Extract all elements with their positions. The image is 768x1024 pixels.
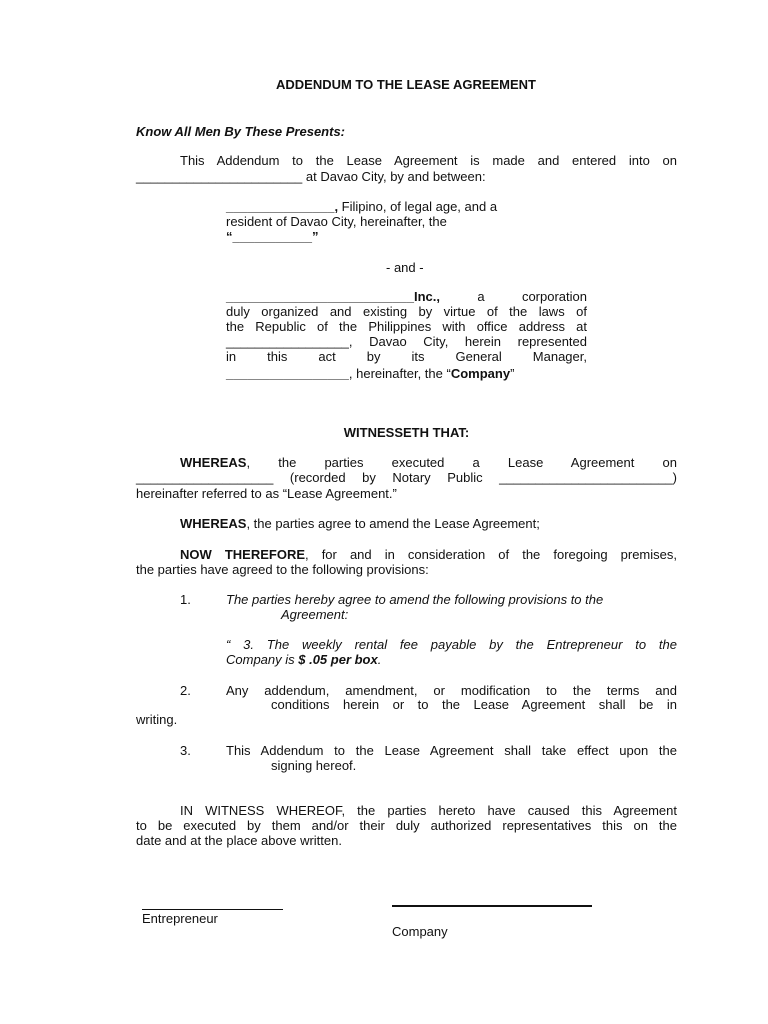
whereas1-line-1: WHEREAS, the parties executed a Lease Agreement on [180,455,677,470]
whereas1-line-2: ___________________ (recorded by Notary Public ________________________) [136,470,677,485]
company-label: Company [392,924,448,939]
item-3-number: 3. [180,743,191,758]
party2-line-3: the Republic of the Philippines with office address at [226,319,587,334]
entrepreneur-signature-line [142,908,283,910]
item-1-number: 1. [180,592,191,607]
date-blank: _______________________ [136,169,303,184]
item-3-line-2: signing hereof. [271,758,357,773]
document-title: ADDENDUM TO THE LEASE AGREEMENT [275,77,536,92]
whereas2-line: WHEREAS, the parties agree to amend the Lease Agreement; [180,516,540,531]
quote-line-1: “ 3. The weekly rental fee payable by the Entrepreneur to the [226,637,677,652]
item-1-line-2: Agreement: [281,607,349,622]
party2-line-2: duly organized and existing by virtue of the laws of [226,304,587,319]
party1-line-1: _______________, Filipino, of legal age, and a [226,199,498,214]
and-separator: - and - [386,260,424,275]
party2-line-6: _________________, hereinafter, the “Company” [226,366,515,381]
intro-line-1: This Addendum to the Lease Agreement is made and entered into on [180,153,677,168]
party1-line-2: resident of Davao City, hereinafter, the [226,214,447,229]
item-2-line-1: Any addendum, amendment, or modification to the terms and [226,683,677,698]
know-all-men-heading: Know All Men By These Presents: [136,124,346,139]
item-2-number: 2. [180,683,191,698]
party2-line-4: _________________, Davao City, herein represented [226,334,587,349]
party1-designation-blank: ___________ [232,229,313,244]
whereas1-line-3: hereinafter referred to as “Lease Agreement.” [136,486,397,501]
general-manager-blank: _________________ [226,366,349,381]
in-witness-line-1: IN WITNESS WHEREOF, the parties hereto have caused this Agreement [180,803,677,818]
witnesseth-heading: WITNESSETH THAT: [343,425,470,440]
item-1-line-1: The parties hereby agree to amend the following provisions to the [226,592,604,607]
intro-line-2: _______________________ at Davao City, by and between: [136,169,486,184]
rental-fee: $ .05 per box [298,652,378,667]
in-witness-line-3: date and at the place above written. [136,833,342,848]
party2-name: __________________________Inc., [226,289,440,304]
party2-line-5: in this act by its General Manager, [226,349,587,364]
now-therefore-line-2: the parties have agreed to the following provisions: [136,562,429,577]
entrepreneur-label: Entrepreneur [142,911,218,926]
item-2-line-2: conditions herein or to the Lease Agreement shall be in [271,697,677,712]
company-signature-line [392,904,592,907]
item-2-line-3: writing. [136,712,178,727]
in-witness-line-2: to be executed by them and/or their duly authorized representatives this on the [136,818,677,833]
now-therefore-line-1: NOW THEREFORE, for and in consideration of the foregoing premises, [180,547,677,562]
item-3-line-1: This Addendum to the Lease Agreement shall take effect upon the [226,743,677,758]
party2-line-1: __________________________Inc., a corporation [226,289,587,304]
quote-line-2: Company is $ .05 per box. [226,652,382,667]
party1-name-blank: _______________, [226,199,339,214]
party1-line-3: “___________” [226,229,319,244]
